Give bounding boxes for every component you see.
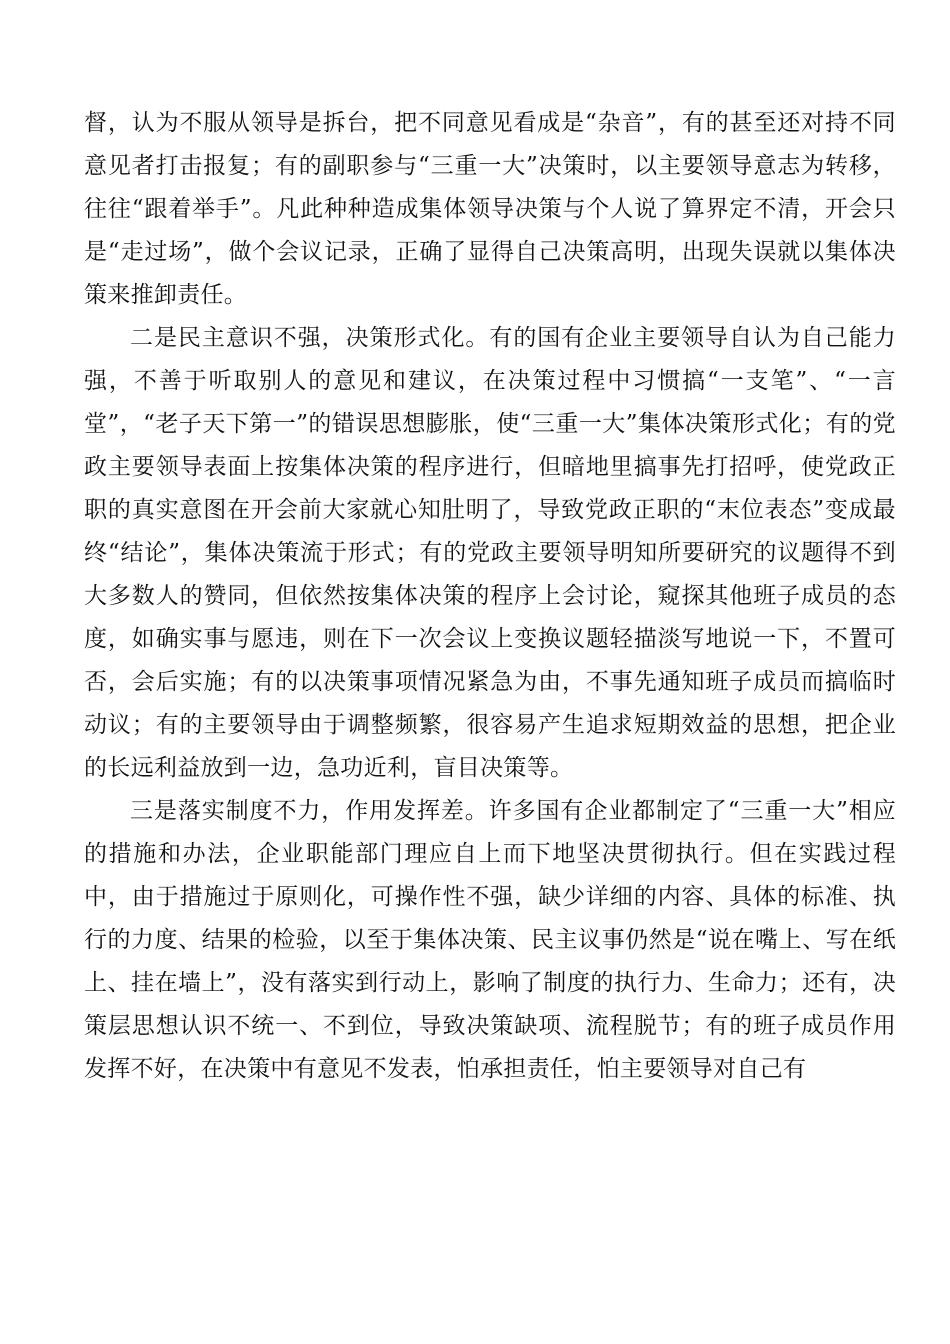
paragraph-1: 督，认为不服从领导是拆台，把不同意见看成是“杂音”，有的甚至还对持不同意见者打击报复；有的副职参与“三重一大”决策时，以主要领导意志为转移，往往“跟着举手”。凡此种种造成集体领导决策与个人说了算界定不清，开会只是“走过场”，做个会议记录，正确了显得自己决策高明，出现失误就以集体决策来推卸责任。 — [84, 110, 896, 308]
paragraph-2: 二是民主意识不强，决策形式化。有的国有企业主要领导自认为自己能力强，不善于听取别人的意见和建议，在决策过程中习惯搞“一支笔”、“一言堂”，“老子天下第一”的错误思想膨胀，使“三重一大”集体决策形式化；有的党政主要领导表面上按集体决策的程序进行，但暗地里搞事先打招呼，使党政正职的真实意图在开会前大家就心知肚明了，导致党政正职的“末位表态”变成最终“结论”，集体决策流于形式；有的党政主要领导明知所要研究的议题得不到大多数人的赞同，但依然按集体决策的程序上会讨论，窥探其他班子成员的态度，如确实事与愿违，则在下一次会议上变换议题轻描淡写地说一下，不置可否，会后实施；有的以决策事项情况紧急为由，不事先通知班子成员而搞临时动议；有的主要领导由于调整频繁，很容易产生追求短期效益的思想，把企业的长远利益放到一边，急功近利，盲目决策等。 — [84, 325, 896, 781]
document-body — [84, 102, 896, 1091]
paragraph-3: 三是落实制度不力，作用发挥差。许多国有企业都制定了“三重一大”相应的措施和办法，企业职能部门理应自上而下地坚决贯彻执行。但在实践过程中，由于措施过于原则化，可操作性不强，缺少详细的内容、具体的标准、执行的力度、结果的检验，以至于集体决策、民主议事仍然是“说在嘴上、写在纸上、挂在墙上”，没有落实到行动上，影响了制度的执行力、生命力；还有，决策层思想认识不统一、不到位，导致决策缺项、流程脱节；有的班子成员作用发挥不好，在决策中有意见不发表，怕承担责任，怕主要领导对自己有 — [84, 798, 896, 1082]
